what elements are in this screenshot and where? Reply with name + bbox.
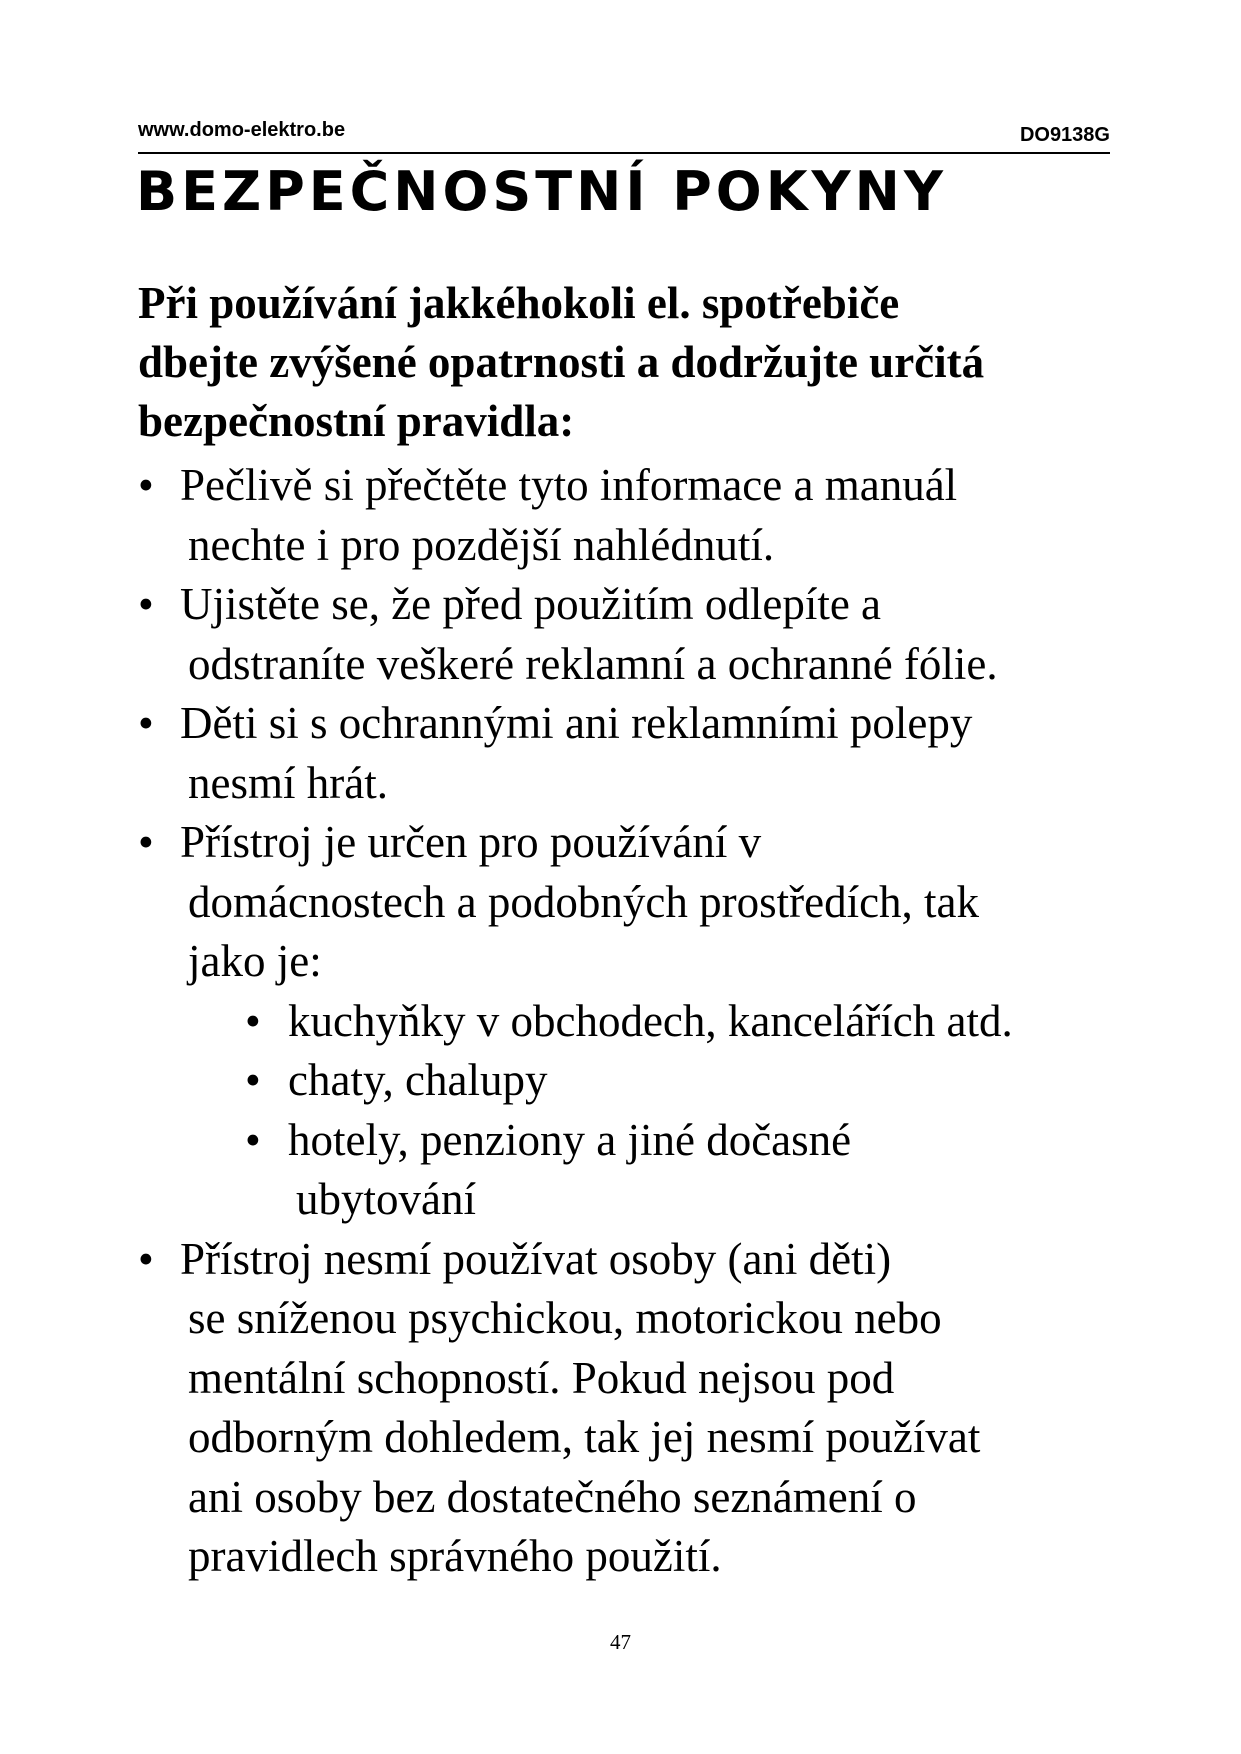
list-item-text: Děti si s ochrannými ani reklamními polepy (180, 698, 973, 748)
list-item-text: se sníženou psychickou, motorickou nebo (188, 1293, 942, 1343)
list-item-continuation (0, 1468, 1241, 1528)
list-item-continuation (0, 1289, 1241, 1349)
list-item-text: nesmí hrát. (188, 757, 388, 808)
bullet-icon: • (245, 1055, 261, 1105)
list-item-text: nechte i pro pozdější nahlédnutí. (188, 519, 775, 570)
page-number: 47 (610, 1630, 631, 1654)
list-item-continuation (0, 516, 1241, 576)
list-item-text: odstraníte veškeré reklamní a ochranné fólie. (188, 638, 998, 689)
sub-list-item-text: ubytování (296, 1174, 476, 1224)
list-item (0, 1230, 1241, 1290)
sub-list-item-text: hotely, penziony a jiné dočasné (288, 1114, 852, 1165)
page-header (138, 116, 1110, 154)
sub-list-item-text: chaty, chalupy (288, 1055, 548, 1105)
list-item-text: pravidlech správného použití. (188, 1531, 722, 1581)
bullet-icon: • (245, 995, 261, 1046)
sub-list-item (0, 992, 1241, 1052)
model-number: DO9138G (1019, 124, 1110, 146)
list-item-text: Přístroj je určen pro používání v (180, 817, 762, 867)
list-item-continuation (0, 932, 1241, 992)
list-item-text: odborným dohledem, tak jej nesmí používat (188, 1412, 981, 1462)
sub-list-item-text: kuchyňky v obchodech, kancelářích atd. (288, 995, 1013, 1046)
list-item-continuation (0, 1408, 1241, 1468)
bullet-icon: • (138, 1233, 154, 1284)
list-item (0, 575, 1241, 635)
list-item (0, 694, 1241, 754)
bullet-icon: • (245, 1114, 261, 1165)
list-item-text: jako je: (188, 936, 322, 986)
sub-list-item (0, 1111, 1241, 1171)
website-url: www.domo-elektro.be (138, 119, 346, 141)
intro-paragraph (138, 274, 1128, 451)
list-item-continuation (0, 635, 1241, 695)
list-item-text: Ujistěte se, že před použitím odlepíte a (180, 579, 882, 629)
intro-line: dbejte zvýšené opatrnosti a dodržujte určitá (138, 337, 985, 387)
list-item-continuation (0, 754, 1241, 814)
intro-line: Při používání jakkéhokoli el. spotřebiče (138, 278, 900, 328)
list-item-text: ani osoby bez dostatečného seznámení o (188, 1471, 917, 1522)
intro-line: bezpečnostní pravidla: (138, 396, 575, 446)
bullet-icon: • (138, 817, 154, 867)
list-item-text: mentální schopností. Pokud nejsou pod (188, 1352, 895, 1403)
bullet-icon: • (138, 579, 154, 629)
bullet-icon: • (138, 460, 154, 510)
list-item (0, 456, 1241, 516)
page-title: BEZPEČNOSTNÍ POKYNY (136, 160, 947, 223)
safety-list (0, 456, 1241, 1587)
list-item-text: domácnostech a podobných prostředích, tak (188, 876, 980, 927)
list-item-text: Pečlivě si přečtěte tyto informace a manuál (180, 460, 958, 510)
list-item-continuation (0, 1349, 1241, 1409)
list-item-continuation (0, 873, 1241, 933)
list-item-text: Přístroj nesmí používat osoby (ani děti) (180, 1233, 892, 1284)
bullet-icon: • (138, 698, 154, 748)
sub-list-item (0, 1051, 1241, 1111)
list-item-continuation (0, 1527, 1241, 1587)
list-item (0, 813, 1241, 873)
sub-list-item-continuation (0, 1170, 1241, 1230)
